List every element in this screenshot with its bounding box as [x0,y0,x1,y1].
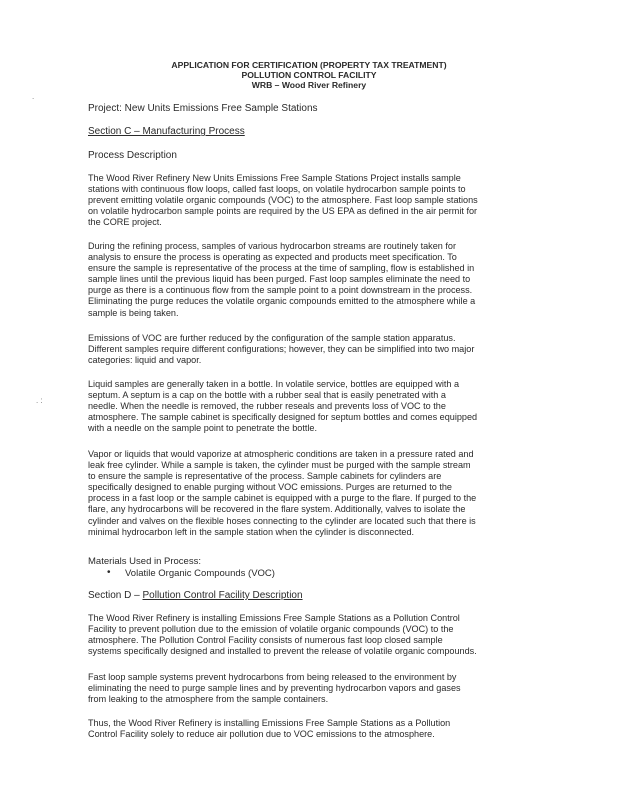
text-line: Fast loop sample systems prevent hydrocarbons from being released to the environment by [88,672,457,682]
text-line: septum. A septum is a cap on the bottle with a rubber seal that is easily penetrated with a [88,390,446,401]
text-line: from leaking to the atmosphere from the sample containers. [88,694,329,705]
text-line: cylinder and valves on the flexible hoses connecting to the cylinder are located such that there is [88,515,476,526]
text-line: Thus, the Wood River Refinery is installing Emissions Free Sample Stations as a Pollution [88,718,451,728]
section-c-title: Section C – Manufacturing Process [88,126,245,137]
section-c-paragraph [88,241,520,319]
process-description-heading: Process Description [88,150,177,161]
text-line: categories: liquid and vapor. [88,355,202,366]
text-line: minimal hydrocarbon left in the sample station when the cylinder is disconnected. [88,526,415,537]
header-subtitle: POLLUTION CONTROL FACILITY [241,70,377,80]
text-line: leak free cylinder. While a sample is taken, the cylinder must be purged with the sample stream [88,460,471,471]
text-line: with a needle on the sample point to penetrate the bottle. [88,423,318,434]
document-header [0,60,618,90]
text-line: on volatile hydrocarbon sample points are required by the US EPA as defined in the air permit for [88,206,478,217]
text-line: purge as there is a continuous flow from the sample point to a point downstream in the process. [88,285,473,296]
text-line: atmosphere. The Pollution Control Facility consists of numerous fast loop closed sample [88,635,443,646]
text-line: stations with continuous flow loops, called fast loops, on volatile hydrocarbon sample points to [88,184,466,195]
section-d-paragraph [88,718,520,740]
text-line: the CORE project. [88,217,162,228]
scan-artifact: . : [36,396,43,405]
text-line: to ensure the sample is representative of the process. Sample cabinets for cylinders are [88,471,442,482]
text-line: Vapor or liquids that would vaporize at atmospheric conditions are taken in a pressure rated and [88,449,474,459]
text-line: ensure the sample is representative of the process at the time of sampling, flow is established in [88,263,475,274]
section-d-paragraph [88,672,520,705]
section-d-paragraph [88,613,520,657]
text-line: analysis to ensure the process is operating as expected and products meet specification. To [88,252,457,263]
text-line: Facility to prevent pollution due to the emission of volatile organic compounds (VOC) to the [88,624,454,635]
materials-label: Materials Used in Process: [88,556,201,567]
text-line: Liquid samples are generally taken in a bottle. In volatile service, bottles are equipped with a [88,379,460,389]
header-title: APPLICATION FOR CERTIFICATION (PROPERTY TAX TREATMENT) [171,60,447,70]
text-line: The Wood River Refinery is installing Emissions Free Sample Stations as a Pollution Control [88,613,460,623]
text-line: The Wood River Refinery New Units Emissions Free Sample Stations Project installs sample [88,173,461,183]
section-c-paragraph [88,173,520,228]
text-line: flare, any hydrocarbons will be recovered in the flare system. Additionally, valves to isolate the [88,504,466,515]
text-line: prevent emitting volatile organic compounds (VOC) to the atmosphere. Fast loop sample stations [88,195,478,206]
project-line: Project: New Units Emissions Free Sample Stations [88,103,318,114]
section-d-title-underlined: Pollution Control Facility Description [142,590,303,601]
text-line: atmosphere. The sample cabinet is specifically designed for septum bottles and comes equipped [88,412,478,423]
text-line: eliminating the need to purge sample lines and by preventing hydrocarbon vapors and gases [88,683,461,694]
materials-item: Volatile Organic Compounds (VOC) [125,568,275,579]
header-facility: WRB – Wood River Refinery [251,80,367,90]
text-line: process in a fast loop or the sample cabinet is equipped with a purge to the flare. If purged to the [88,493,477,504]
section-d-prefix: Section D – [88,590,143,601]
text-line: sample lines until the previous liquid has been purged. Fast loop samples eliminate the need to [88,274,471,285]
text-line: Different samples require different configurations; however, they can be simplified into two major [88,344,475,355]
scan-artifact: . [32,92,35,101]
text-line: systems specifically designed and installed to prevent the release of volatile organic compounds. [88,646,477,657]
text-line: specifically designed to enable purging without VOC emissions. Purges are returned to the [88,482,452,493]
text-line: Control Facility solely to reduce air pollution due to VOC emissions to the atmosphere. [88,729,435,740]
section-c-paragraph [88,449,520,538]
text-line: During the refining process, samples of various hydrocarbon streams are routinely taken for [88,241,456,251]
section-c-paragraph [88,379,520,434]
text-line: needle. When the needle is removed, the rubber reseals and prevents loss of VOC to the [88,401,446,412]
text-line: Eliminating the purge reduces the volatile organic compounds emitted to the atmosphere while a [88,296,476,307]
text-line: sample is being taken. [88,307,179,318]
section-c-paragraph [88,333,520,366]
bullet-icon: • [107,567,111,578]
text-line: Emissions of VOC are further reduced by the configuration of the sample station apparatus. [88,333,456,343]
section-d-title [88,590,303,601]
